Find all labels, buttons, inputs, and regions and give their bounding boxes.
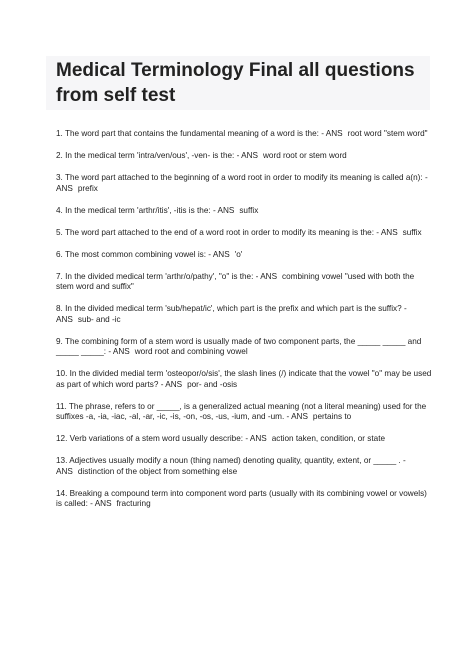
question-item-14 (56, 489, 434, 510)
question-text: 11. The phrase, refers to or _____, is a generalized actual meaning (not a literal meaning) used for the suffixes -a, -ia, -iac, -al, -ar, -ic, -is, -on, -os, -us, -ium, and -um. (56, 401, 427, 421)
question-item-2 (56, 151, 434, 162)
question-text: 12. Verb variations of a stem word usually describe: (56, 434, 244, 443)
answer-marker: - ANS (208, 249, 230, 259)
question-item-3 (56, 173, 434, 194)
question-item-10 (56, 369, 434, 390)
answer-text: distinction of the object from something else (77, 466, 238, 476)
title-block (46, 56, 430, 110)
question-text: 5. The word part attached to the end of a word root in order to modify its meaning is the: (56, 227, 374, 237)
question-text: 8. In the divided medical term 'sub/hepat/ic', which part is the prefix and which part is the suffix? (56, 304, 402, 313)
question-item-9 (56, 337, 434, 358)
question-text: 4. In the medical term 'arthr/itis', -itis is the: (56, 205, 211, 215)
answer-marker: - ANS (212, 205, 235, 215)
question-item-11 (56, 402, 434, 423)
answer-text: word root and combining vowel (134, 347, 248, 356)
question-item-13 (56, 456, 434, 477)
question-item-5 (56, 228, 434, 239)
answer-marker: - ANS (90, 499, 112, 508)
answer-text: prefix (77, 183, 98, 193)
answer-text: fracturing (116, 499, 151, 508)
question-text: 14. Breaking a compound term into component word parts (usually with its combining vowel or vowels) is called: (56, 488, 427, 508)
answer-text: suffix (402, 227, 422, 237)
question-text: 2. In the medical term 'intra/ven/ous', -ven- is the: (56, 151, 235, 160)
question-text: 9. The combining form of a stem word is usually made of two component parts, the _____ _____ and _____ _____: (56, 336, 422, 356)
question-text: 10. In the divided medial term 'osteopor/o/sis', the slash lines (/) indicate that the vowel "o" may be used as part of which word parts? (56, 369, 432, 389)
answer-text: root word "stem word" (347, 129, 428, 138)
answer-text: sub- and -ic (77, 314, 121, 324)
answer-marker: - ANS (286, 412, 308, 421)
answer-marker: - ANS (56, 456, 406, 476)
question-text: 13. Adjectives usually modify a noun (thing named) denoting quality, quantity, extent, or _____ . (56, 456, 401, 465)
answer-text: suffix (239, 205, 259, 215)
question-text: 7. In the divided medical term 'arthr/o/pathy', "o" is the: (56, 271, 254, 281)
answer-text: action taken, condition, or state (271, 434, 386, 443)
answer-marker: - ANS (108, 347, 130, 356)
answer-marker: - ANS (56, 304, 407, 324)
answer-text: combining vowel "used with both the stem word and suffix" (56, 271, 415, 291)
answer-marker: - ANS (245, 434, 267, 443)
answer-text: 'o' (234, 249, 243, 259)
answer-text: pertains to (312, 412, 352, 421)
question-text: 3. The word part attached to the beginning of a word root in order to modify its meaning is called a(n): (56, 173, 423, 182)
answer-marker: - ANS (255, 271, 278, 281)
question-item-7 (56, 272, 434, 293)
question-list (56, 129, 434, 521)
answer-marker: - ANS (321, 129, 343, 138)
question-item-6 (56, 250, 434, 261)
answer-marker: - ANS (376, 227, 398, 237)
answer-text: word root or stem word (263, 151, 347, 160)
document-title: Medical Terminology Final all questions from self test (56, 60, 415, 106)
answer-marker: - ANS (56, 173, 428, 193)
answer-marker: - ANS (160, 379, 183, 389)
question-text: 1. The word part that contains the fundamental meaning of a word is the: (56, 129, 319, 138)
question-item-8 (56, 304, 434, 325)
answer-marker: - ANS (236, 151, 258, 160)
question-item-1 (56, 129, 434, 140)
answer-text: por- and -osis (187, 379, 238, 389)
question-text: 6. The most common combining vowel is: (56, 249, 207, 259)
question-item-4 (56, 206, 434, 217)
question-item-12 (56, 434, 434, 445)
